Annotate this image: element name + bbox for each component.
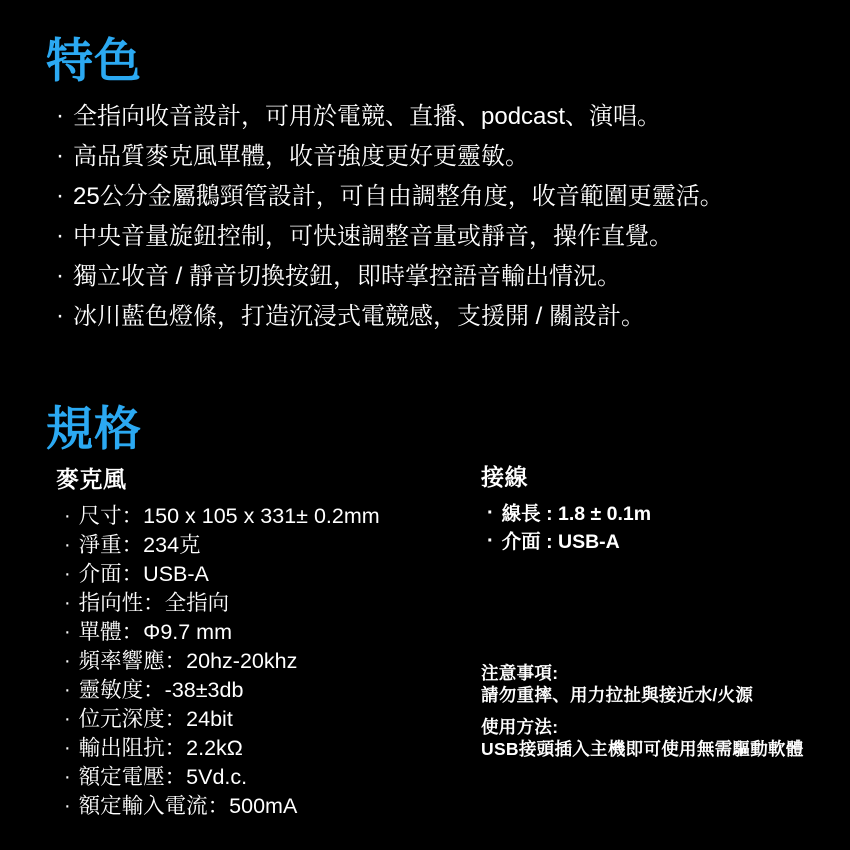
bullet-dot: · [487,502,494,524]
feature-text: 獨立收音 / 靜音切換按鈕，即時掌控語音輸出情況。 [73,263,622,290]
spec-text: 指向性：全指向 [78,591,230,615]
notes-section [481,663,804,760]
microphone-heading: 麥克風 [56,466,127,492]
features-list [56,97,724,337]
spec-item [56,734,380,763]
bullet-dot: · [56,182,64,209]
spec-text: 頻率響應：20hz-20khz [78,649,298,673]
bullet-dot: · [56,102,64,129]
spec-text: 額定電壓：5Vd.c. [78,765,248,789]
bullet-dot: · [64,592,71,614]
bullet-dot: · [64,563,71,585]
feature-item [56,97,724,137]
spec-text: 單體：Φ9.7 mm [78,620,233,644]
bullet-dot: · [56,142,64,169]
usage-text: USB接頭插入主機即可使用無需驅動軟體 [481,738,804,759]
caution-text: 請勿重摔、用力拉扯與接近水/火源 [481,684,754,705]
spec-text: 輸出阻抗：2.2kΩ [78,736,243,760]
spec-text: 位元深度：24bit [78,707,233,731]
feature-text: 25公分金屬鵝頸管設計，可自由調整角度，收音範圍更靈活。 [73,183,724,210]
specs-section-title: 規格 [46,402,142,455]
spec-item [56,589,380,618]
spec-text: 額定輸入電流：500mA [78,794,298,818]
feature-text: 高品質麥克風單體，收音強度更好更靈敏。 [73,143,529,170]
spec-item [56,647,380,676]
spec-text: 介面：USB-A [78,562,209,586]
feature-item [56,137,724,177]
feature-item [56,217,724,257]
bullet-dot: · [487,530,494,552]
spec-text: 靈敏度：-38±3db [78,678,244,702]
spec-text: 線長 : 1.8 ± 0.1m [501,503,652,525]
spec-item [56,763,380,792]
feature-item [56,297,724,337]
bullet-dot: · [64,766,71,788]
features-section-title: 特色 [46,34,142,87]
spec-text: 淨重：234克 [78,533,201,557]
cable-heading: 接線 [481,464,528,490]
bullet-dot: · [64,650,71,672]
caution-heading: 注意事項: [481,663,559,683]
bullet-dot: · [64,505,71,527]
bullet-dot: · [64,534,71,556]
bullet-dot: · [56,302,64,329]
feature-text: 全指向收音設計，可用於電競、直播、podcast、演唱。 [73,103,662,130]
bullet-dot: · [64,737,71,759]
spec-item [56,676,380,705]
feature-item [56,177,724,217]
cable-spec-column [481,466,651,556]
spec-item [56,531,380,560]
bullet-dot: · [64,679,71,701]
bullet-dot: · [56,262,64,289]
feature-text: 冰川藍色燈條，打造沉浸式電競感，支援開 / 關設計。 [73,303,646,330]
spec-item [56,792,380,821]
spec-item [56,560,380,589]
usage-heading: 使用方法: [481,717,559,737]
bullet-dot: · [64,621,71,643]
microphone-spec-column [56,468,380,821]
feature-item [56,257,724,297]
bullet-dot: · [64,708,71,730]
bullet-dot: · [56,222,64,249]
spec-item [481,500,651,528]
spec-item [56,502,380,531]
spec-item [481,528,651,556]
spec-item [56,618,380,647]
spec-item [56,705,380,734]
spec-text: 介面 : USB-A [501,531,620,553]
spec-text: 尺寸：150 x 105 x 331± 0.2mm [78,504,380,528]
bullet-dot: · [64,795,71,817]
feature-text: 中央音量旋鈕控制，可快速調整音量或靜音，操作直覺。 [73,223,673,250]
